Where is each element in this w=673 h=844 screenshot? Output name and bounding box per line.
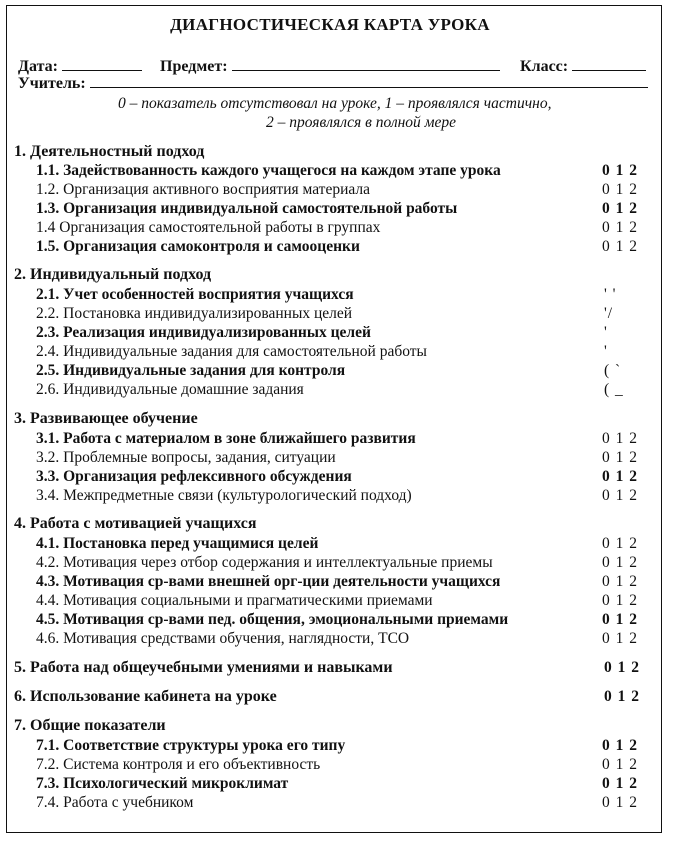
section-4-heading: 4. Работа с мотивацией учащихся xyxy=(14,515,257,532)
score-5[interactable]: 0 1 2 xyxy=(604,659,640,676)
score-1-4[interactable]: 0 1 2 xyxy=(602,219,638,236)
item-4-1: 4.1. Постановка перед учащимися целей xyxy=(36,535,319,552)
class-label: Класс: xyxy=(520,58,569,75)
item-2-3: 2.3. Реализация индивидуализированных целей xyxy=(36,324,371,341)
subject-label: Предмет: xyxy=(160,58,228,75)
teacher-field xyxy=(18,73,648,93)
section-3-heading: 3. Развивающее обучение xyxy=(14,410,198,427)
item-4-6: 4.6. Мотивация средствами обучения, наглядности, ТСО xyxy=(36,630,410,647)
score-4-1[interactable]: 0 1 2 xyxy=(602,535,638,552)
item-3-1: 3.1. Работа с материалом в зоне ближайшего развития xyxy=(36,430,416,447)
score-2-3[interactable]: ' xyxy=(604,324,608,341)
document-title: ДИАГНОСТИЧЕСКАЯ КАРТА УРОКА xyxy=(170,15,490,34)
item-1-4: 1.4 Организация самостоятельной работы в группах xyxy=(36,219,381,236)
section-5-heading: 5. Работа над общеучебными умениями и навыками xyxy=(14,659,393,676)
item-1-2: 1.2. Организация активного восприятия материала xyxy=(36,181,371,198)
score-4-4[interactable]: 0 1 2 xyxy=(602,592,638,609)
item-7-2: 7.2. Система контроля и его объективность xyxy=(36,756,321,773)
item-4-4: 4.4. Мотивация социальными и прагматическими приемами xyxy=(36,592,433,609)
score-4-2[interactable]: 0 1 2 xyxy=(602,554,638,571)
item-4-5: 4.5. Мотивация ср-вами пед. общения, эмоциональными приемами xyxy=(36,611,509,628)
section-2-heading: 2. Индивидуальный подход xyxy=(14,266,212,283)
item-2-6: 2.6. Индивидуальные домашние задания xyxy=(36,381,304,398)
score-7-4[interactable]: 0 1 2 xyxy=(602,794,638,811)
teacher-blank[interactable] xyxy=(90,73,648,88)
score-1-5[interactable]: 0 1 2 xyxy=(602,238,638,255)
score-7-1[interactable]: 0 1 2 xyxy=(602,737,638,754)
score-6[interactable]: 0 1 2 xyxy=(604,688,640,705)
item-4-3: 4.3. Мотивация ср-вами внешней орг-ции деятельности учащихся xyxy=(36,573,501,590)
item-1-3: 1.3. Организация индивидуальной самостоятельной работы xyxy=(36,200,458,217)
item-3-4: 3.4. Межпредметные связи (культурологический подход) xyxy=(36,487,412,504)
score-3-4[interactable]: 0 1 2 xyxy=(602,487,638,504)
score-1-1[interactable]: 0 1 2 xyxy=(602,162,638,179)
score-2-5[interactable]: ( ` xyxy=(604,362,622,379)
class-blank[interactable] xyxy=(572,56,646,71)
score-2-2[interactable]: '/ xyxy=(604,305,614,322)
item-7-3: 7.3. Психологический микроклимат xyxy=(36,775,289,792)
item-1-1: 1.1. Задействованность каждого учащегося на каждом этапе урока xyxy=(36,162,501,179)
date-label: Дата: xyxy=(18,58,58,75)
date-blank[interactable] xyxy=(62,56,142,71)
item-2-1: 2.1. Учет особенностей восприятия учащихся xyxy=(36,286,354,303)
score-2-1[interactable]: ' ' xyxy=(604,286,617,303)
score-1-3[interactable]: 0 1 2 xyxy=(602,200,638,217)
score-1-2[interactable]: 0 1 2 xyxy=(602,181,638,198)
item-3-2: 3.2. Проблемные вопросы, задания, ситуации xyxy=(36,449,336,466)
score-7-2[interactable]: 0 1 2 xyxy=(602,756,638,773)
score-2-4[interactable]: ' xyxy=(604,343,608,360)
item-2-5: 2.5. Индивидуальные задания для контроля xyxy=(36,362,346,379)
section-1-heading: 1. Деятельностный подход xyxy=(14,143,205,160)
score-4-3[interactable]: 0 1 2 xyxy=(602,573,638,590)
item-3-3: 3.3. Организация рефлексивного обсуждения xyxy=(36,468,352,485)
subject-blank[interactable] xyxy=(232,56,500,71)
item-7-4: 7.4. Работа с учебником xyxy=(36,794,194,811)
item-1-5: 1.5. Организация самоконтроля и самооценки xyxy=(36,238,360,255)
legend-line-2: 2 – проявлялся в полной мере xyxy=(266,114,457,131)
section-6-heading: 6. Использование кабинета на уроке xyxy=(14,688,277,705)
item-4-2: 4.2. Мотивация через отбор содержания и интеллектуальные приемы xyxy=(36,554,493,571)
score-3-1[interactable]: 0 1 2 xyxy=(602,430,638,447)
score-3-3[interactable]: 0 1 2 xyxy=(602,468,638,485)
teacher-label: Учитель: xyxy=(18,75,86,92)
item-7-1: 7.1. Соответствие структуры урока его типу xyxy=(36,737,346,754)
score-3-2[interactable]: 0 1 2 xyxy=(602,449,638,466)
score-4-5[interactable]: 0 1 2 xyxy=(602,611,638,628)
score-2-6[interactable]: ( _ xyxy=(604,381,624,398)
item-2-4: 2.4. Индивидуальные задания для самостоятельной работы xyxy=(36,343,427,360)
item-2-2: 2.2. Постановка индивидуализированных целей xyxy=(36,305,353,322)
legend-line-1: 0 – показатель отсутствовал на уроке, 1 – проявлялся частично, xyxy=(118,95,552,112)
score-7-3[interactable]: 0 1 2 xyxy=(602,775,638,792)
score-4-6[interactable]: 0 1 2 xyxy=(602,630,638,647)
section-7-heading: 7. Общие показатели xyxy=(14,717,166,734)
